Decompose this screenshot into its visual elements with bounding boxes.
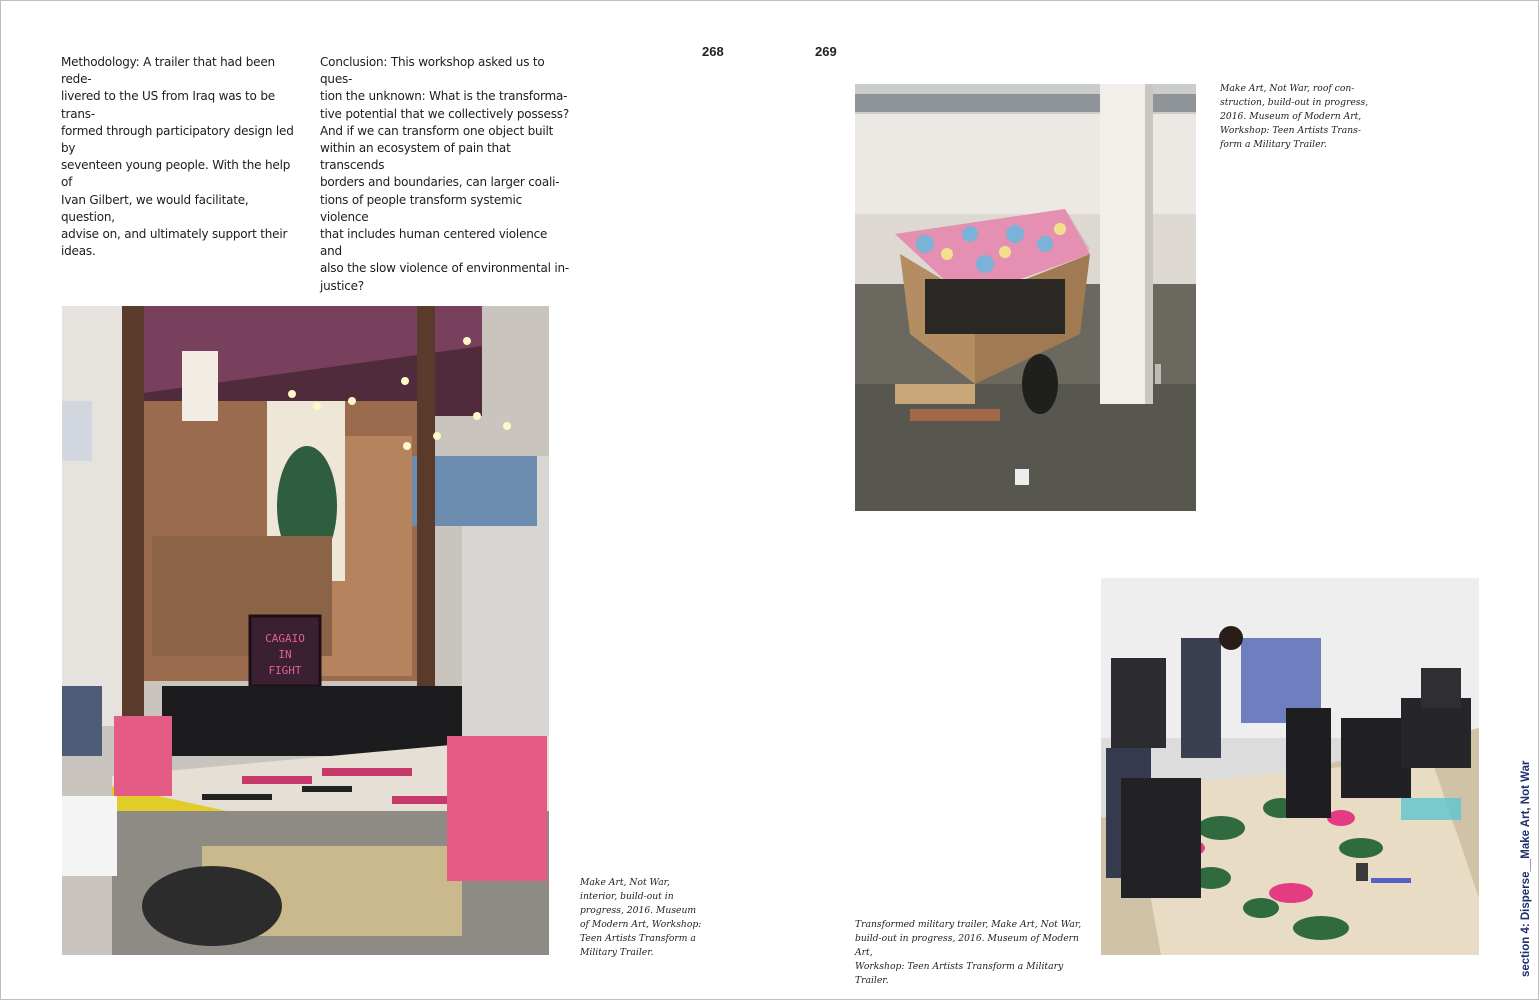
cagaio-board-text-line2: IN [278, 648, 292, 661]
page-number-right: 269 [815, 44, 837, 59]
caption-transformed: Transformed military trailer, Make Art, Not War, build-out in progress, 2016. Museum of Modern Art, Workshop: Teen Artists Transform a Military Trailer. [855, 919, 1082, 986]
page-number-left: 268 [702, 44, 724, 59]
caption-roof: Make Art, Not War, roof con- struction, build-out in progress, 2016. Museum of Modern Art, Workshop: Teen Artists Trans- form a Military Trailer. [1220, 83, 1369, 150]
conclusion-paragraph: Conclusion: This workshop asked us to ques- tion the unknown: What is the transforma- tive potential that we collectively possess? And if we can transform one object built within an ecosystem of pain that transcends borders and boundaries, can larger coali- tions of people transform systemic violence that includes human centered violence and also the slow violence of environmental in- justice? [320, 55, 570, 293]
caption-interior: Make Art, Not War, interior, build-out in progress, 2016. Museum of Modern Art, Workshop: Teen Artists Transform a Military Trailer. [580, 877, 702, 958]
methodology-paragraph: Methodology: A trailer that had been rede- livered to the US from Iraq was to be trans- formed through participatory design led by seventeen young people. With the help of Ivan Gilbert, we would facilitate, question, advise on, and ultimately support their ideas. [61, 55, 294, 259]
cagaio-board-text-line1: CAGAIO [265, 632, 305, 645]
photo-roof-construction [855, 84, 1196, 511]
running-head: section 4: Disperse__Make Art, Not War [1520, 760, 1532, 977]
photo-trailer-interior [62, 306, 549, 955]
cagaio-board-text-line3: FIGHT [268, 664, 302, 677]
photo-teens-painting [1101, 578, 1479, 955]
